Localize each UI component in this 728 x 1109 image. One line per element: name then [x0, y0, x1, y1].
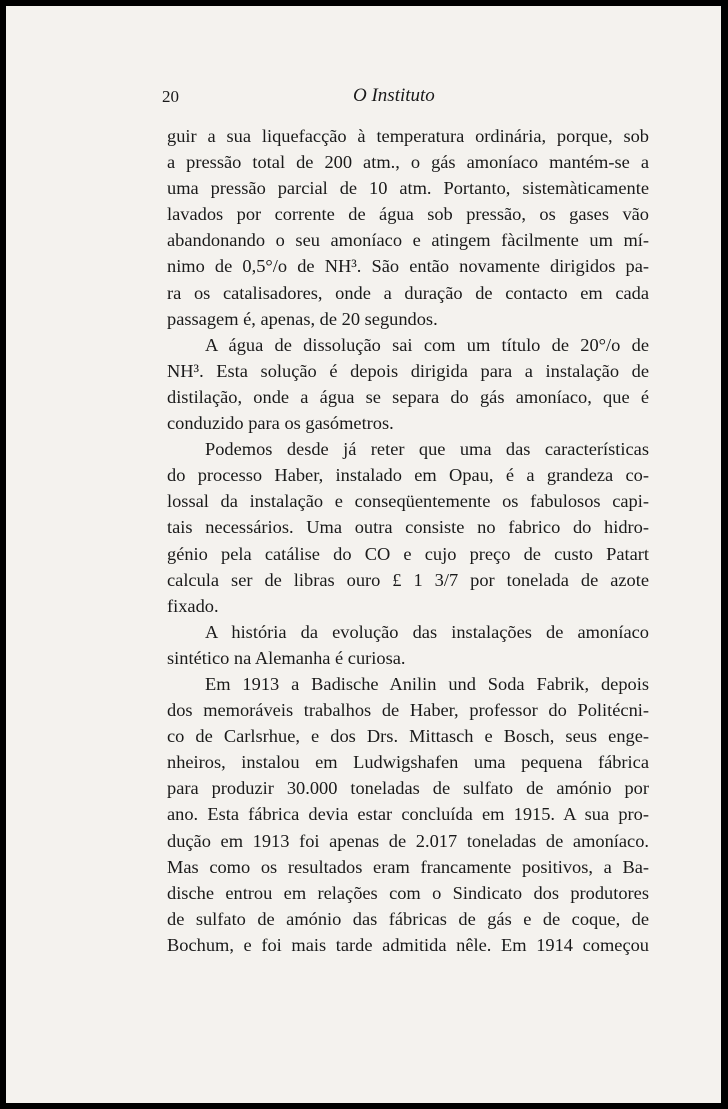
text-line: NH³. Esta solução é depois dirigida para a instalação de: [167, 360, 649, 381]
body-text: [167, 123, 649, 958]
text-line: dos memoráveis trabalhos de Haber, professor do Politécni-: [167, 700, 649, 721]
paragraph: [167, 123, 649, 332]
text-line: lavados por corrente de água sob pressão, os gases vão: [167, 204, 649, 225]
page-number: 20: [162, 87, 179, 106]
paragraph: [167, 436, 649, 619]
text-line: dische entrou em relações com o Sindicato dos produtores: [167, 882, 649, 903]
paragraph: [167, 671, 649, 958]
text-line: co de Carlsrhue, e dos Drs. Mittasch e Bosch, seus enge-: [167, 726, 649, 747]
text-line: A água de dissolução sai com um título de 20°/o de: [205, 334, 649, 355]
text-line: nheiros, instalou em Ludwigshafen uma pequena fábrica: [167, 752, 649, 773]
text-line: ra os catalisadores, onde a duração de contacto em cada: [167, 282, 649, 303]
text-line: de sulfato de amónio das fábricas de gás e de coque, de: [167, 908, 649, 929]
text-line: abandonando o seu amoníaco e atingem fàcilmente um mí-: [167, 230, 649, 251]
text-line: a pressão total de 200 atm., o gás amoníaco mantém-se a: [167, 152, 649, 173]
text-line: génio pela catálise do CO e cujo preço de custo Patart: [167, 543, 649, 564]
text-line: fixado.: [167, 595, 219, 616]
text-line: Bochum, e foi mais tarde admitida nêle. Em 1914 começou: [167, 934, 649, 955]
text-line: A história da evolução das instalações de amoníaco: [205, 621, 649, 642]
text-line: nimo de 0,5°/o de NH³. São então novamente dirigidos pa-: [167, 256, 649, 277]
text-line: sintético na Alemanha é curiosa.: [167, 647, 406, 668]
text-line: uma pressão parcial de 10 atm. Portanto, sistemàticamente: [167, 178, 649, 199]
text-line: tais necessários. Uma outra consiste no fabrico do hidro-: [167, 517, 649, 538]
scanned-page: [6, 6, 721, 1103]
text-line: ano. Esta fábrica devia estar concluída em 1915. A sua pro-: [167, 804, 649, 825]
text-line: Em 1913 a Badische Anilin und Soda Fabrik, depois: [205, 673, 649, 694]
text-line: Podemos desde já reter que uma das características: [205, 439, 649, 460]
text-line: para produzir 30.000 toneladas de sulfato de amónio por: [167, 778, 649, 799]
text-line: passagem é, apenas, de 20 segundos.: [167, 308, 438, 329]
running-title: O Instituto: [353, 85, 435, 106]
paragraph: [167, 332, 649, 436]
text-line: calcula ser de libras ouro £ 1 3/7 por tonelada de azote: [167, 569, 649, 590]
text-line: dução em 1913 foi apenas de 2.017 toneladas de amoníaco.: [167, 830, 649, 851]
running-head: [6, 85, 721, 109]
text-line: lossal da instalação e conseqüentemente os fabulosos capi-: [167, 491, 649, 512]
text-line: Mas como os resultados eram francamente positivos, a Ba-: [167, 856, 649, 877]
text-line: conduzido para os gasómetros.: [167, 413, 394, 434]
text-line: do processo Haber, instalado em Opau, é a grandeza co-: [167, 465, 649, 486]
text-line: distilação, onde a água se separa do gás amoníaco, que é: [167, 386, 649, 407]
paragraph: [167, 619, 649, 671]
text-line: guir a sua liquefacção à temperatura ordinária, porque, sob: [167, 126, 649, 146]
